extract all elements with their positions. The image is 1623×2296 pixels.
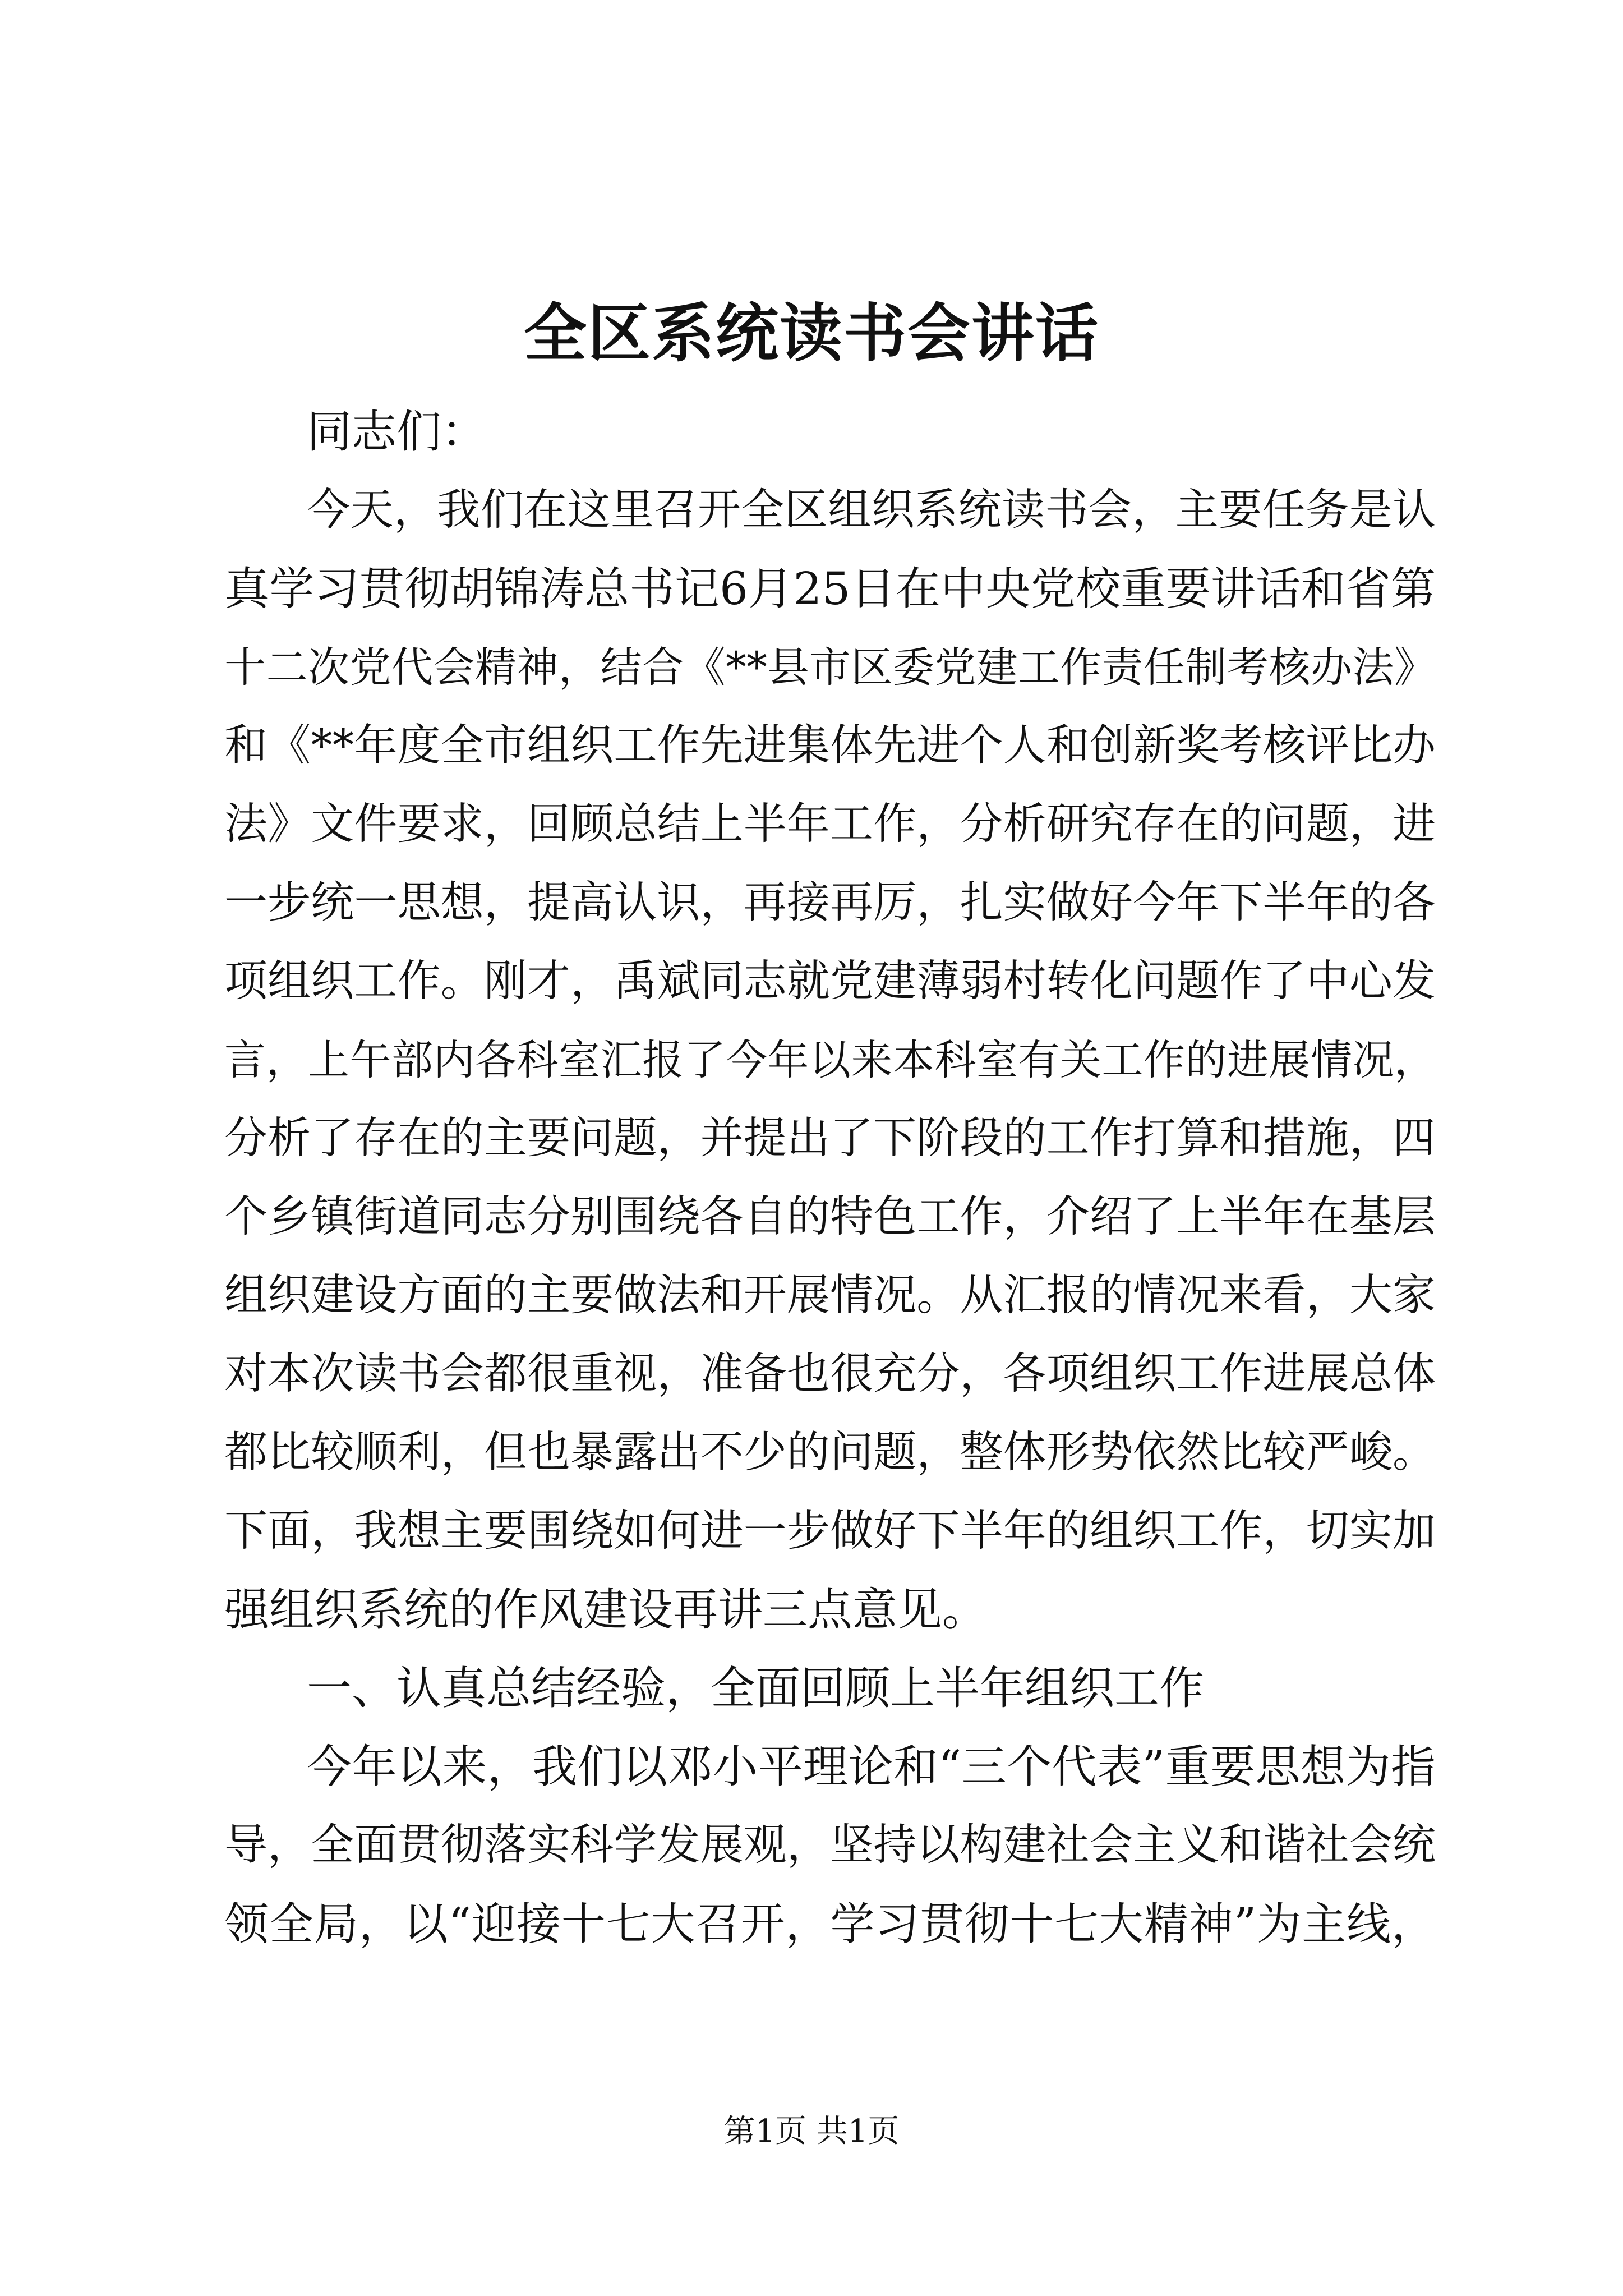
body-line: 组织建设方面的主要做法和开展情况。从汇报的情况来看，大家 xyxy=(224,1271,1436,1320)
body-line: 对本次读书会都很重视，准备也很充分，各项组织工作进展总体 xyxy=(224,1349,1436,1399)
body-line: 领全局，以“迎接十七大召开，学习贯彻十七大精神”为主线， xyxy=(224,1898,1436,1950)
body-line: 一步统一思想，提高认识，再接再厉，扎实做好今年下半年的各 xyxy=(224,878,1436,928)
body-line: 法》文件要求，回顾总结上半年工作，分析研究存在的问题，进 xyxy=(224,799,1436,849)
body-line: 言，上午部内各科室汇报了今年以来本科室有关工作的进展情况， xyxy=(224,1036,1436,1084)
salutation: 同志们： xyxy=(307,406,486,458)
body-line: 分析了存在的主要问题，并提出了下阶段的工作打算和措施，四 xyxy=(224,1114,1436,1163)
body-line: 个乡镇街道同志分别围绕各自的特色工作，介绍了上半年在基层 xyxy=(224,1192,1436,1242)
body-line: 今天，我们在这里召开全区组织系统读书会，主要任务是认 xyxy=(307,485,1436,535)
body-line: 项组织工作。刚才，禹斌同志就党建薄弱村转化问题作了中心发 xyxy=(224,956,1436,1006)
body-line: 今年以来，我们以邓小平理论和“三个代表”重要思想为指 xyxy=(307,1741,1436,1793)
body-line: 真学习贯彻胡锦涛总书记6月25日在中央党校重要讲话和省第 xyxy=(224,563,1436,615)
body-line: 都比较顺利，但也暴露出不少的问题，整体形势依然比较严峻。 xyxy=(224,1428,1436,1478)
document-title: 全区系统读书会讲话 xyxy=(524,297,1099,370)
body-line: 和《**年度全市组织工作先进集体先进个人和创新奖考核评比办 xyxy=(224,721,1436,771)
body-line: 强组织系统的作风建设再讲三点意见。 xyxy=(224,1584,987,1636)
page-footer: 第1页 共1页 xyxy=(723,2113,900,2150)
body-line: 导，全面贯彻落实科学发展观，坚持以构建社会主义和谐社会统 xyxy=(224,1820,1436,1870)
body-line: 十二次党代会精神，结合《**县市区委党建工作责任制考核办法》 xyxy=(224,643,1436,692)
section-heading: 一、认真总结经验，全面回顾上半年组织工作 xyxy=(307,1662,1204,1714)
body-line: 下面，我想主要围绕如何进一步做好下半年的组织工作，切实加 xyxy=(224,1506,1436,1556)
